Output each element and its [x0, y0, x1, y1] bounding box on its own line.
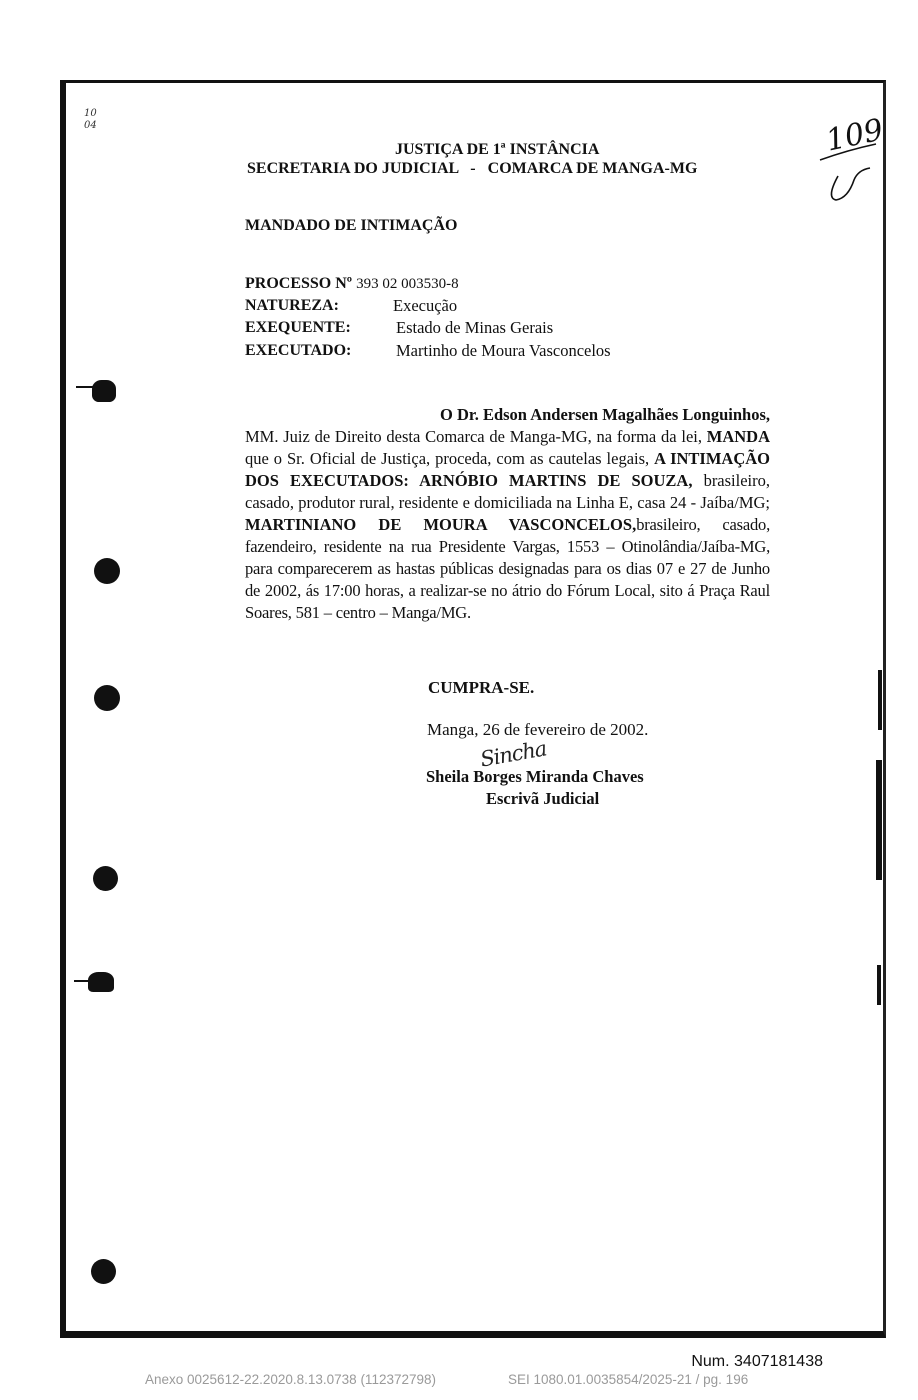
punch-hole [94, 685, 120, 711]
signer-name: Sheila Borges Miranda Chaves [426, 767, 644, 786]
processo-field [245, 275, 459, 293]
handwritten-flourish [818, 140, 888, 210]
exequente-label: EXEQUENTE: [245, 319, 351, 336]
signer-role: Escrivã Judicial [486, 789, 600, 808]
mandate-paragraph [245, 404, 770, 624]
processo-value: 393 02 003530-8 [356, 276, 459, 292]
document-title: MANDADO DE INTIMAÇÃO [245, 217, 458, 234]
intimacao-clause: A INTIMAÇÃO DOS EXECUTADOS: ARNÓBIO MARTINS DE SOUZA, [245, 449, 770, 490]
scan-edge-artifact [878, 670, 882, 730]
scanned-page-border [60, 80, 886, 1338]
binder-clip-mark [88, 972, 114, 992]
body-text-2: que o Sr. Oficial de Justiça, proceda, com as cautelas legais, [245, 449, 655, 468]
natureza-value: Execução [393, 296, 458, 315]
body-text-3: brasileiro, casado, produtor rural, residente e domiciliada na Linha E, casa 24 - Jaíba/MG; [245, 471, 771, 512]
annex-reference: Anexo 0025612-22.2020.8.13.0738 (112372798) [145, 1372, 437, 1387]
punch-hole [94, 558, 120, 584]
exequente-value: Estado de Minas Gerais [396, 318, 554, 337]
natureza-label: NATUREZA: [245, 297, 339, 314]
binder-clip-line [74, 980, 90, 982]
document-number: Num. 3407181438 [691, 1353, 823, 1370]
cumpra-se: CUMPRA-SE. [428, 678, 535, 697]
binder-clip-mark [92, 380, 116, 402]
martiniano-name: MARTINIANO DE MOURA VASCONCELOS, [245, 515, 637, 534]
executado-label: EXECUTADO: [245, 342, 352, 359]
scan-edge-artifact [876, 760, 882, 880]
handwritten-signature: Sincha [478, 736, 549, 772]
body-text-4: brasileiro, casado, fazendeiro, residente na rua Presidente Vargas, 1553 – Otinolândia/Jaíba-MG, para comparecerem as hastas públicas designadas para os dias 07 e 27 de Junho de 2002, ás 17:00 horas, a realizar-se no átrio do Fórum Local, sito á Praça Raul Soares, 581 – centro – Manga/MG. [245, 515, 771, 622]
court-header-line1: JUSTIÇA DE 1ª INSTÂNCIA [395, 141, 600, 158]
executado-value: Martinho de Moura Vasconcelos [396, 341, 611, 360]
processo-label: PROCESSO Nº [245, 275, 353, 292]
punch-hole [91, 1259, 116, 1284]
mandate-body [245, 404, 770, 624]
manda-keyword: MANDA [706, 427, 770, 446]
binder-clip-line [76, 386, 94, 388]
judge-name: O Dr. Edson Andersen Magalhães Longuinhos, [440, 405, 770, 424]
date-line: Manga, 26 de fevereiro de 2002. [427, 720, 649, 739]
court-header-line2: SECRETARIA DO JUDICIAL - COMARCA DE MANGA-MG [247, 160, 698, 177]
sei-reference: SEI 1080.01.0035854/2025-21 / pg. 196 [508, 1372, 749, 1387]
handwritten-page-number: 109 [822, 112, 887, 159]
punch-hole [93, 866, 118, 891]
body-text-1: MM. Juiz de Direito desta Comarca de Manga-MG, na forma da lei, [245, 427, 707, 446]
handwritten-margin-note: 10 04 [84, 108, 97, 131]
scan-edge-artifact [877, 965, 881, 1005]
